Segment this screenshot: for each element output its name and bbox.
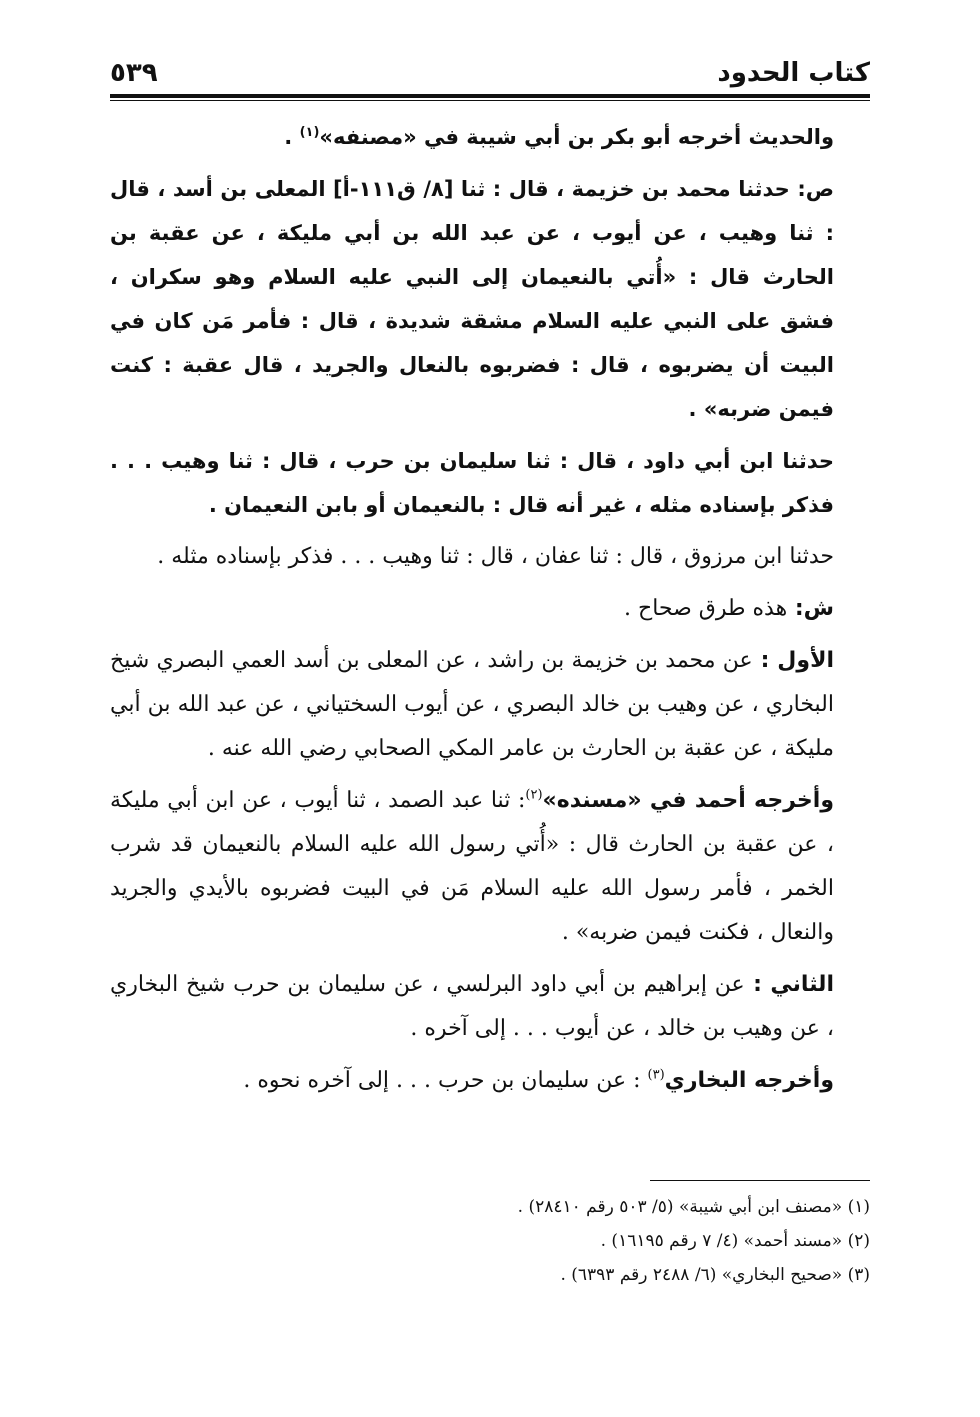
paragraph [110, 963, 870, 1051]
footnote-ref: (٣) [647, 1067, 665, 1083]
footnote: (٣) «صحيح البخاري» (٦/ ٢٤٨٨ رقم ٦٣٩٣) . [560, 1265, 870, 1285]
footnote-ref: (٢) [525, 787, 543, 803]
paragraph-tail: . [284, 125, 300, 149]
paragraph-lead: الأول : [752, 648, 834, 673]
paragraph [110, 535, 870, 579]
paragraph-text: حدثنا محمد بن خزيمة ، قال : ثنا [٨/ ق١١١-أ] المعلى بن أسد ، قال : ثنا وهيب ، عن أيوب ، عن عبد الله بن أبي مليكة ، عن عقبة بن الحارث قال : «أُتي بالنعيمان إلى النبي عليه السلام وهو سكران ، فشق على النبي عليه السلام مشقة شديدة ، قال : فأمر مَن كان في البيت أن يضربوه ، قال : فضربوه بالنعال والجريد ، قال عقبة : كنت فيمن ضربه» . [110, 177, 834, 421]
page-header [110, 40, 870, 88]
footnote-ref: (١) [299, 125, 320, 140]
paragraph-lead: وأخرجه أحمد في «مسنده» [542, 788, 834, 813]
book-title: كتاب الحدود [717, 58, 870, 88]
paragraph-text: حدثنا ابن مرزوق ، قال : ثنا عفان ، قال : ثنا وهيب . . . فذكر بإسناده مثله . [157, 544, 834, 569]
paragraph-text: عن محمد بن خزيمة بن راشد ، عن المعلى بن أسد العمي البصري شيخ البخاري ، عن وهيب بن خالد البصري ، عن أيوب السختياني ، عن عبد الله بن أبي مليكة ، عن عقبة بن الحارث بن عامر المكي الصحابي رضي الله عنه . [110, 648, 834, 761]
paragraph [110, 587, 870, 631]
paragraph-text: عن إبراهيم بن أبي داود البرلسي ، عن سليمان بن حرب شيخ البخاري ، عن وهيب بن خالد ، عن أيوب . . . إلى آخره . [110, 972, 834, 1041]
footnotes [110, 1190, 870, 1292]
paragraph [110, 639, 870, 771]
paragraph-lead: ص: [789, 177, 834, 201]
paragraph-text: هذه طرق صحاح . [624, 596, 788, 621]
paragraph [110, 439, 870, 527]
paragraph-text: : ثنا عبد الصمد ، ثنا أيوب ، عن ابن أبي مليكة ، عن عقبة بن الحارث قال : «أُتي رسول الله عليه السلام بالنعيمان قد شرب الخمر ، فأمر رسول الله عليه السلام مَن في البيت فضربوه بالأيدي والجريد والنعال ، فكنت فيمن ضربه» . [110, 788, 834, 945]
header-rule [110, 94, 870, 101]
paragraph-lead: وأخرجه البخاري [664, 1068, 834, 1093]
paragraph [110, 779, 870, 955]
paragraph-text: : عن سليمان بن حرب . . . إلى آخره نحوه . [243, 1068, 648, 1093]
footnote-rule [650, 1180, 870, 1181]
paragraph [110, 115, 870, 159]
book-page [110, 40, 870, 1400]
paragraph [110, 167, 870, 431]
body-text [110, 115, 870, 1103]
paragraph [110, 1059, 870, 1103]
footnote: (٢) «مسند أحمد» (٤/ ٧ رقم ١٦١٩٥) . [600, 1231, 870, 1251]
page-number: ٥٣٩ [110, 58, 158, 88]
paragraph-text: والحديث أخرجه أبو بكر بن أبي شيبة في «مصنفه» [319, 125, 834, 149]
paragraph-text: حدثنا ابن أبي داود ، قال : ثنا سليمان بن حرب ، قال : ثنا وهيب . . . فذكر بإسناده مثله ، غير أنه قال : بالنعيمان أو بابن النعيمان . [110, 449, 834, 517]
footnote: (١) «مصنف ابن أبي شيبة» (٥/ ٥٠٣ رقم ٢٨٤١٠) . [517, 1197, 870, 1217]
paragraph-lead: الثاني : [744, 972, 834, 997]
paragraph-lead: ش: [787, 596, 834, 621]
